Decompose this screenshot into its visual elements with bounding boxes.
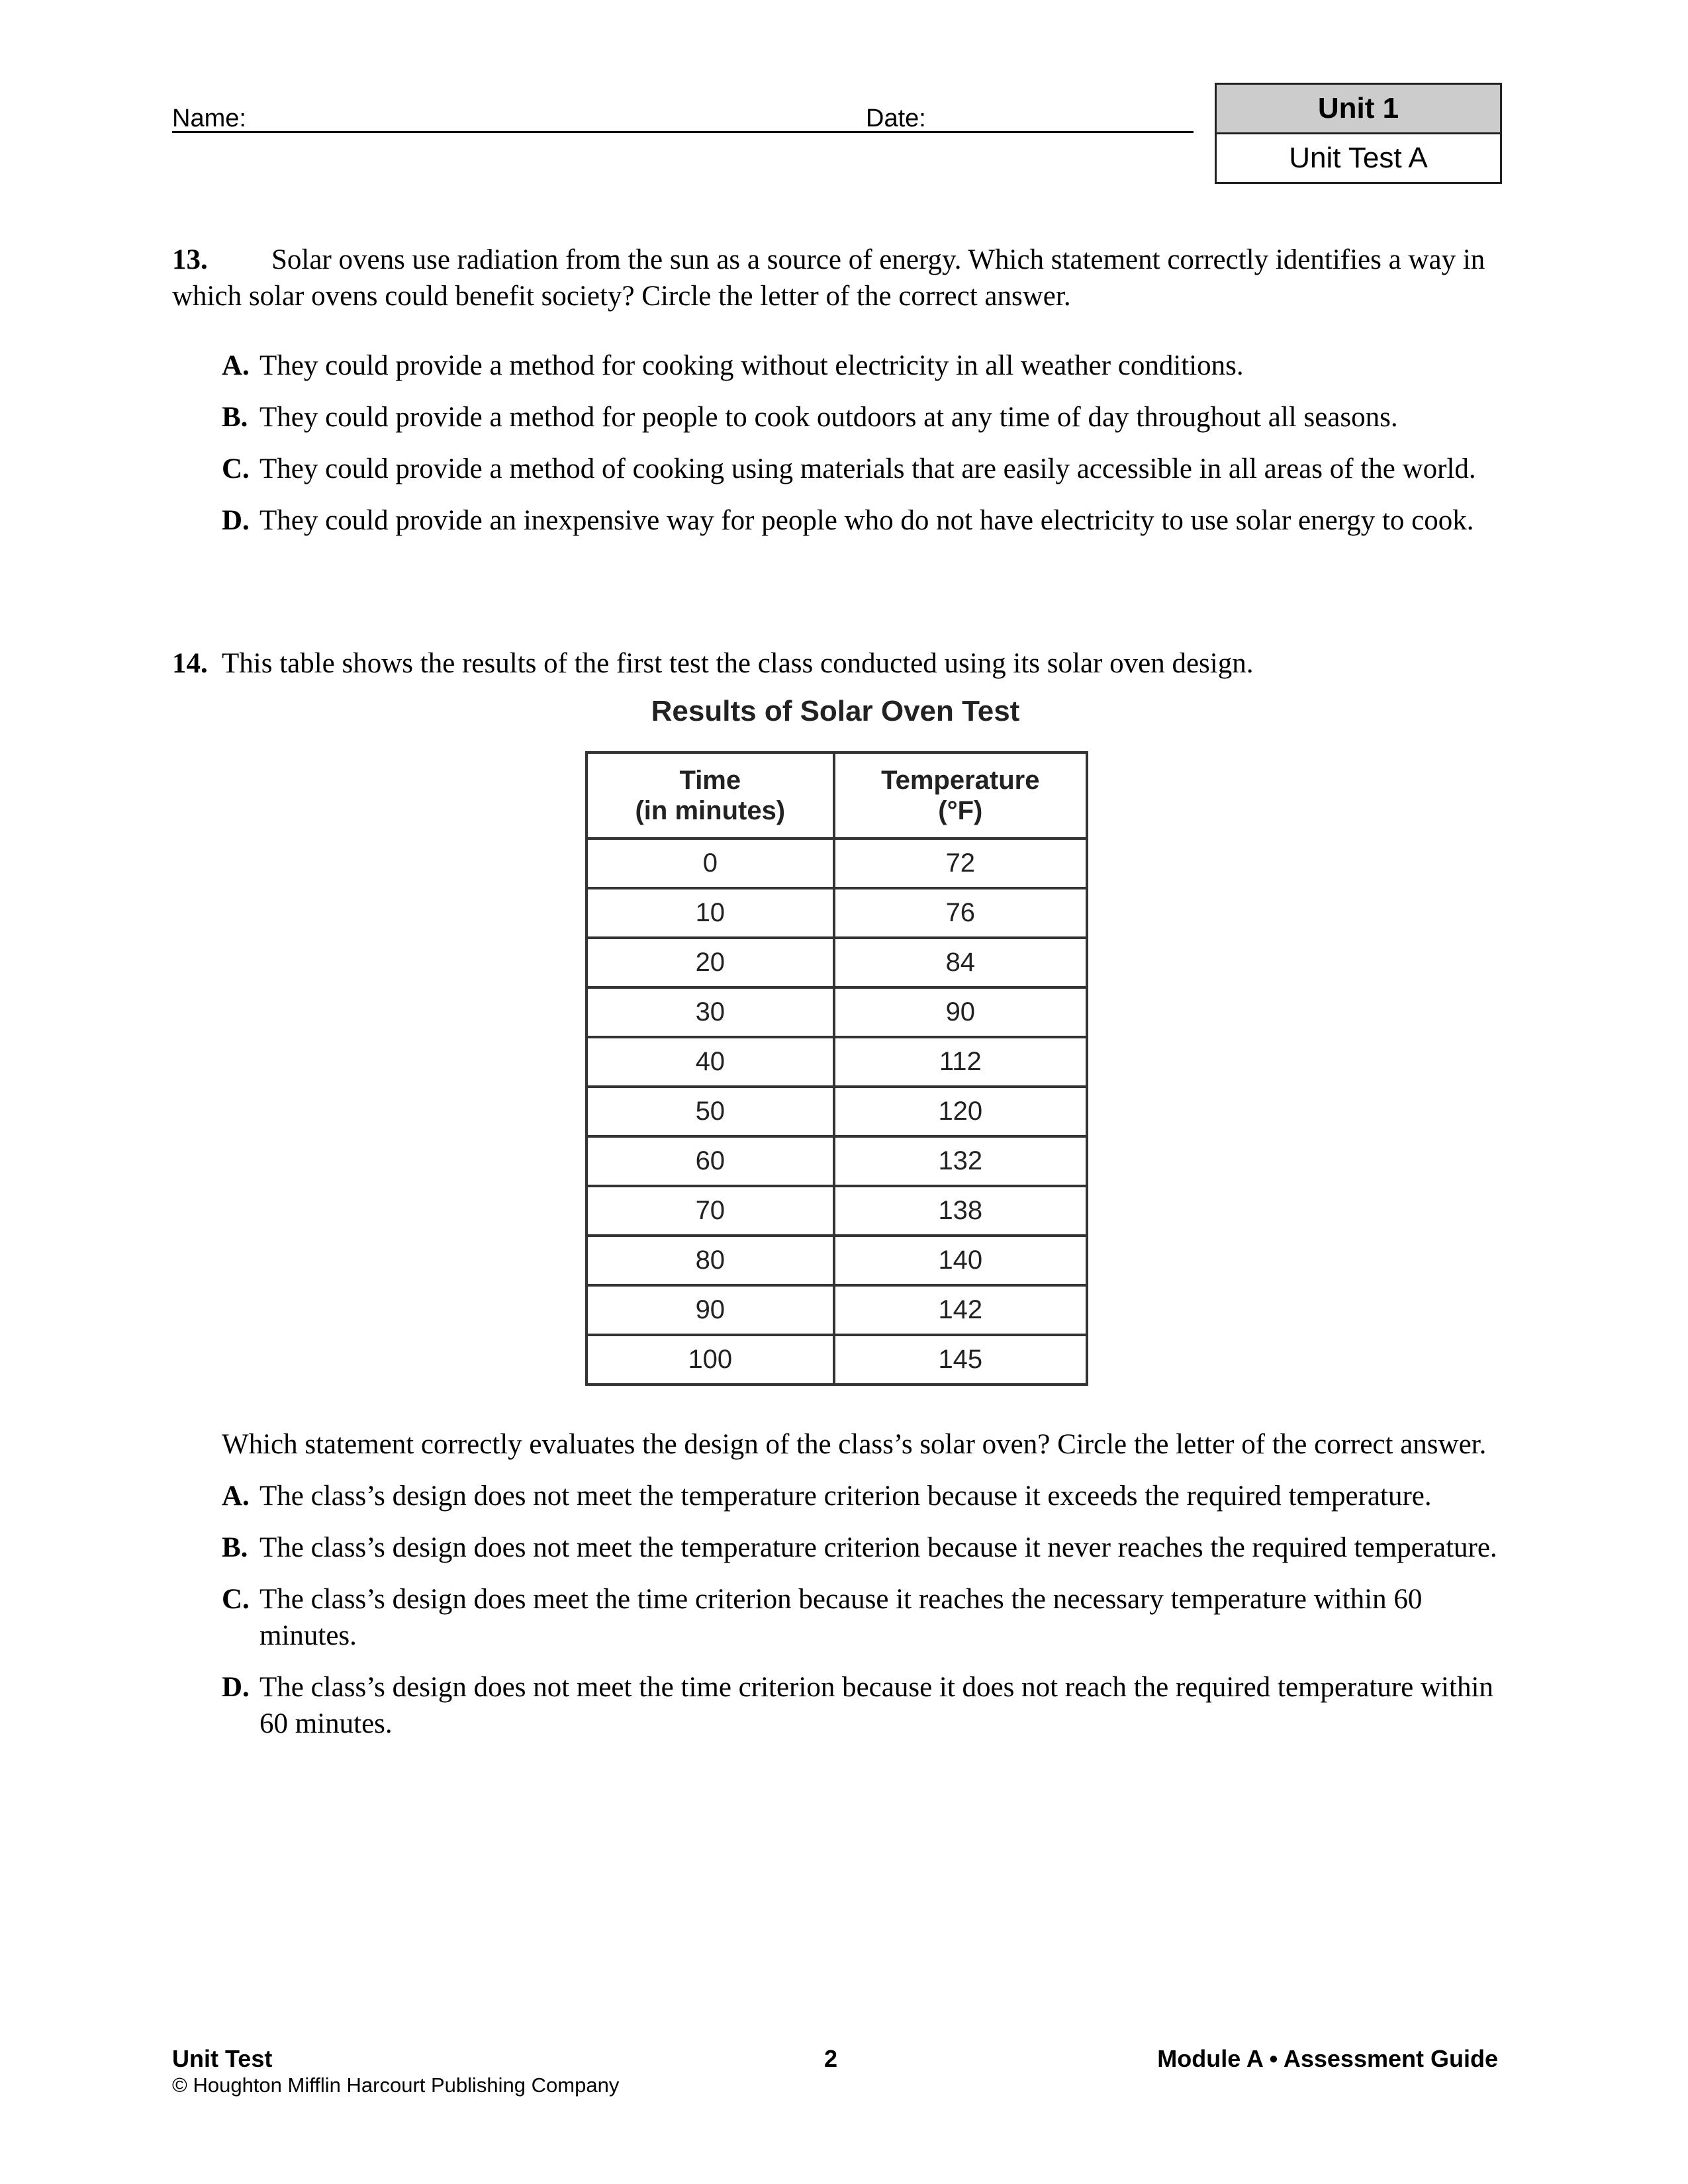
choice-a[interactable]: [222, 347, 1519, 384]
table-row: [586, 1236, 1087, 1285]
unit-subtitle: Unit Test A: [1289, 142, 1428, 174]
choice-letter[interactable]: A.: [222, 350, 250, 381]
cell-temperature: 76: [834, 888, 1087, 938]
choice-text: They could provide a method for cooking without electricity in all weather conditions.: [259, 350, 1244, 381]
cell-temperature: 90: [834, 987, 1087, 1037]
choice-letter[interactable]: C.: [222, 453, 250, 484]
question-13: [172, 242, 1503, 314]
table-body: [586, 839, 1087, 1385]
question-number: 13.: [172, 244, 208, 275]
choice-a[interactable]: [222, 1478, 1519, 1514]
question-intro: This table shows the results of the first test the class conducted using its solar oven design.: [222, 648, 1254, 679]
choice-d[interactable]: [222, 502, 1519, 539]
cell-temperature: 84: [834, 938, 1087, 987]
choice-text: They could provide a method of cooking using materials that are easily accessible in all areas of the world.: [259, 453, 1476, 484]
choice-letter[interactable]: B.: [222, 1532, 248, 1563]
cell-time: 10: [586, 888, 834, 938]
results-table: [585, 751, 1088, 1386]
cell-time: 90: [586, 1285, 834, 1335]
choice-text: They could provide a method for people to cook outdoors at any time of day throughout all seasons.: [259, 402, 1398, 433]
table-row: [586, 839, 1087, 888]
cell-time: 40: [586, 1037, 834, 1087]
choice-b[interactable]: [222, 1529, 1519, 1566]
table-row: [586, 1285, 1087, 1335]
column-header-temperature: [834, 752, 1087, 839]
choice-text: The class’s design does not meet the temperature criterion because it never reaches the required temperature.: [259, 1532, 1497, 1563]
table-title: Results of Solar Oven Test: [651, 695, 1020, 727]
table-row: [586, 1037, 1087, 1087]
choice-text: The class’s design does not meet the time criterion because it does not reach the required temperature within 60 minutes.: [259, 1672, 1493, 1739]
choice-text: The class’s design does meet the time criterion because it reaches the necessary temperature within 60 minutes.: [259, 1584, 1423, 1651]
choice-c[interactable]: [222, 1581, 1519, 1654]
cell-time: 100: [586, 1335, 834, 1385]
header-line: Temperature: [881, 766, 1040, 795]
cell-time: 70: [586, 1186, 834, 1236]
question-14: [172, 645, 1496, 682]
question-prompt: Which statement correctly evaluates the design of the class’s solar oven? Circle the letter of the correct answer.: [222, 1429, 1487, 1460]
q14-evaluation: [222, 1426, 1519, 1742]
table-row: [586, 987, 1087, 1037]
cell-time: 80: [586, 1236, 834, 1285]
choice-letter[interactable]: C.: [222, 1584, 250, 1615]
name-date-line[interactable]: [172, 131, 1194, 133]
cell-temperature: 145: [834, 1335, 1087, 1385]
table-row: [586, 1335, 1087, 1385]
header-line: (in minutes): [635, 796, 786, 825]
copyright: © Houghton Mifflin Harcourt Publishing Company: [172, 2073, 620, 2097]
choice-b[interactable]: [222, 399, 1519, 435]
page-number: 2: [824, 2045, 838, 2072]
choice-text: They could provide an inexpensive way for people who do not have electricity to use solar energy to cook.: [259, 505, 1474, 536]
footer-right: Module A • Assessment Guide: [1157, 2045, 1498, 2072]
cell-temperature: 138: [834, 1186, 1087, 1236]
choice-c[interactable]: [222, 451, 1519, 487]
cell-time: 60: [586, 1136, 834, 1186]
cell-temperature: 142: [834, 1285, 1087, 1335]
cell-time: 20: [586, 938, 834, 987]
table-row: [586, 938, 1087, 987]
table-row: [586, 888, 1087, 938]
choice-letter[interactable]: A.: [222, 1480, 250, 1512]
cell-temperature: 112: [834, 1037, 1087, 1087]
cell-temperature: 120: [834, 1087, 1087, 1136]
question-number: 14.: [172, 648, 208, 679]
column-header-time: [586, 752, 834, 839]
cell-temperature: 132: [834, 1136, 1087, 1186]
unit-box: [1215, 83, 1502, 184]
table-header-row: [586, 752, 1087, 839]
q13-choices: [222, 347, 1519, 539]
cell-time: 50: [586, 1087, 834, 1136]
table-row: [586, 1136, 1087, 1186]
name-label: Name:: [172, 105, 246, 132]
choice-letter[interactable]: D.: [222, 1672, 250, 1703]
unit-title: Unit 1: [1217, 85, 1500, 134]
cell-temperature: 140: [834, 1236, 1087, 1285]
header-line: (°F): [938, 796, 983, 825]
table-row: [586, 1186, 1087, 1236]
header-line: Time: [679, 766, 741, 795]
date-label: Date:: [866, 105, 926, 132]
question-prompt: Solar ovens use radiation from the sun as a source of energy. Which statement correctly identifies a way in which solar ovens could benefit society? Circle the letter of the correct answer.: [172, 244, 1485, 312]
table-row: [586, 1087, 1087, 1136]
choice-text: The class’s design does not meet the temperature criterion because it exceeds the required temperature.: [259, 1480, 1432, 1512]
footer-left: Unit Test: [172, 2045, 273, 2072]
choice-letter[interactable]: B.: [222, 402, 248, 433]
cell-temperature: 72: [834, 839, 1087, 888]
cell-time: 30: [586, 987, 834, 1037]
cell-time: 0: [586, 839, 834, 888]
choice-d[interactable]: [222, 1669, 1519, 1742]
choice-letter[interactable]: D.: [222, 505, 250, 536]
